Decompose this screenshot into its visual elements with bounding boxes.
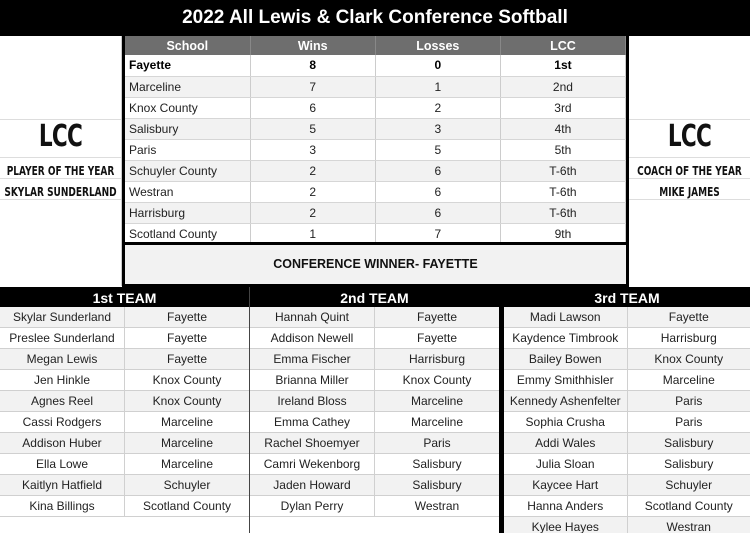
- player-school: Marceline: [160, 457, 214, 471]
- player-name: Kylee Hayes: [504, 517, 628, 533]
- school: Scotland County: [125, 223, 250, 244]
- school: Harrisburg: [125, 202, 250, 223]
- list-item: [504, 475, 750, 496]
- list-item: [504, 328, 750, 349]
- wins: 2: [250, 202, 375, 223]
- third-team-list: [502, 287, 750, 533]
- second-team-title: 2nd TEAM: [250, 287, 499, 307]
- losses: 2: [375, 97, 500, 118]
- poy-lcc-label: LCC: [38, 119, 83, 154]
- list-item: [0, 454, 249, 475]
- wins: 5: [250, 118, 375, 139]
- place: 4th: [500, 118, 625, 139]
- school: Salisbury: [125, 118, 250, 139]
- table-row: [125, 202, 626, 223]
- player-school: Fayette: [416, 331, 458, 345]
- player-school: Marceline: [662, 373, 715, 387]
- player-name: Addison Huber: [0, 433, 125, 453]
- player-name: Camri Wekenborg: [250, 454, 375, 474]
- wins: 6: [250, 97, 375, 118]
- losses: 0: [375, 55, 500, 76]
- list-item: [0, 433, 249, 454]
- wins: 7: [250, 76, 375, 97]
- place: T-6th: [500, 202, 625, 223]
- list-item: [250, 391, 499, 412]
- coy-label: COACH OF THE YEAR: [637, 163, 742, 178]
- player-school: Knox County: [654, 352, 724, 366]
- list-item: [0, 349, 249, 370]
- player-school: Salisbury: [664, 457, 714, 471]
- list-item: [504, 454, 750, 475]
- player-name: Ireland Bloss: [250, 391, 375, 411]
- place: 5th: [500, 139, 625, 160]
- school: Paris: [125, 139, 250, 160]
- list-item: [504, 517, 750, 533]
- school: Marceline: [125, 76, 250, 97]
- place: 2nd: [500, 76, 625, 97]
- player-school: Salisbury: [412, 478, 462, 492]
- list-item: [250, 433, 499, 454]
- player-name: Ella Lowe: [0, 454, 125, 474]
- player-school: Fayette: [166, 352, 208, 366]
- list-item: [0, 307, 249, 328]
- list-item: [0, 496, 249, 517]
- poy-name: SKYLAR SUNDERLAND: [4, 184, 117, 199]
- list-item: [250, 307, 499, 328]
- player-name: Jen Hinkle: [0, 370, 125, 390]
- table-row: [125, 76, 626, 97]
- standings-table: [122, 36, 629, 287]
- wins: 2: [250, 160, 375, 181]
- player-name: Emma Cathey: [250, 412, 375, 432]
- list-item: [250, 370, 499, 391]
- table-row: [125, 160, 626, 181]
- list-item: [504, 433, 750, 454]
- player-school: Paris: [675, 415, 703, 429]
- player-name: Emma Fischer: [250, 349, 375, 369]
- losses: 1: [375, 76, 500, 97]
- col-wins: Wins: [250, 36, 375, 55]
- first-team-title: 1st TEAM: [0, 287, 249, 307]
- list-item: [504, 391, 750, 412]
- player-name: Cassi Rodgers: [0, 412, 125, 432]
- player-name: Agnes Reel: [0, 391, 125, 411]
- coy-lcc-label: LCC: [667, 119, 712, 154]
- col-lcc: LCC: [500, 36, 625, 55]
- player-name: Kaitlyn Hatfield: [0, 475, 125, 495]
- table-row: [125, 55, 626, 76]
- player-school: Fayette: [166, 331, 208, 345]
- school: Knox County: [125, 97, 250, 118]
- player-school: Westran: [414, 499, 460, 513]
- wins: 3: [250, 139, 375, 160]
- wins: 2: [250, 181, 375, 202]
- school: Fayette: [125, 55, 250, 76]
- list-item: [504, 349, 750, 370]
- place: 1st: [500, 55, 625, 76]
- losses: 3: [375, 118, 500, 139]
- losses: 6: [375, 202, 500, 223]
- player-name: Kaycee Hart: [504, 475, 628, 495]
- list-item: [504, 412, 750, 433]
- table-row: [125, 223, 626, 244]
- list-item: [250, 328, 499, 349]
- player-name: Kaydence Timbrook: [504, 328, 628, 348]
- player-school: Scotland County: [644, 499, 733, 513]
- player-name: Preslee Sunderland: [0, 328, 125, 348]
- player-school: Salisbury: [664, 436, 714, 450]
- player-school: Marceline: [410, 394, 464, 408]
- player-school: Harrisburg: [408, 352, 465, 366]
- first-team-list: [0, 287, 249, 533]
- list-item: [0, 370, 249, 391]
- player-name: Hanna Anders: [504, 496, 628, 516]
- player-name: Kennedy Ashenfelter: [504, 391, 628, 411]
- player-name: Jaden Howard: [250, 475, 375, 495]
- wins: 8: [250, 55, 375, 76]
- list-item: [504, 496, 750, 517]
- list-item: [250, 412, 499, 433]
- player-school: Fayette: [416, 310, 458, 324]
- player-school: Paris: [423, 436, 451, 450]
- player-name: Kina Billings: [0, 496, 125, 516]
- table-row: [125, 181, 626, 202]
- player-name: Madi Lawson: [504, 307, 628, 327]
- player-of-year-panel: [0, 36, 122, 286]
- table-row: [125, 139, 626, 160]
- list-item: [250, 475, 499, 496]
- poy-label: PLAYER OF THE YEAR: [6, 163, 115, 178]
- player-name: Emmy Smithhisler: [504, 370, 628, 390]
- conference-winner: CONFERENCE WINNER- FAYETTE: [125, 242, 626, 284]
- player-school: Marceline: [160, 436, 214, 450]
- wins: 1: [250, 223, 375, 244]
- table-row: [125, 118, 626, 139]
- list-item: [0, 475, 249, 496]
- list-item: [250, 454, 499, 475]
- player-name: Dylan Perry: [250, 496, 375, 516]
- player-name: Bailey Bowen: [504, 349, 628, 369]
- list-item: [504, 370, 750, 391]
- losses: 6: [375, 181, 500, 202]
- player-name: Julia Sloan: [504, 454, 628, 474]
- player-school: Fayette: [166, 310, 208, 324]
- player-name: Skylar Sunderland: [0, 307, 125, 327]
- losses: 6: [375, 160, 500, 181]
- player-school: Knox County: [152, 373, 222, 387]
- player-school: Marceline: [410, 415, 464, 429]
- player-school: Knox County: [152, 394, 222, 408]
- player-name: Megan Lewis: [0, 349, 125, 369]
- coy-name: MIKE JAMES: [659, 184, 720, 199]
- player-name: Brianna Miller: [250, 370, 375, 390]
- player-school: Schuyler: [665, 478, 713, 492]
- place: T-6th: [500, 181, 625, 202]
- player-name: Hannah Quint: [250, 307, 375, 327]
- player-name: Sophia Crusha: [504, 412, 628, 432]
- place: 3rd: [500, 97, 625, 118]
- player-name: Addison Newell: [250, 328, 375, 348]
- player-school: Fayette: [668, 310, 709, 324]
- place: T-6th: [500, 160, 625, 181]
- list-item: [0, 412, 249, 433]
- player-school: Schuyler: [163, 478, 211, 492]
- player-school: Paris: [675, 394, 703, 408]
- second-team-list: [249, 287, 502, 533]
- school: Schuyler County: [125, 160, 250, 181]
- player-school: Scotland County: [142, 499, 232, 513]
- player-school: Knox County: [402, 373, 472, 387]
- school: Westran: [125, 181, 250, 202]
- col-school: School: [125, 36, 250, 55]
- third-team-title: 3rd TEAM: [504, 287, 750, 307]
- standings-header: [125, 36, 626, 55]
- losses: 5: [375, 139, 500, 160]
- player-school: Westran: [666, 520, 711, 533]
- col-losses: Losses: [375, 36, 500, 55]
- page-title: 2022 All Lewis & Clark Conference Softball: [0, 0, 750, 36]
- list-item: [250, 349, 499, 370]
- player-school: Salisbury: [412, 457, 462, 471]
- player-name: Rachel Shoemyer: [250, 433, 375, 453]
- place: 9th: [500, 223, 625, 244]
- losses: 7: [375, 223, 500, 244]
- list-item: [0, 391, 249, 412]
- list-item: [504, 307, 750, 328]
- coach-of-year-panel: [629, 36, 750, 286]
- list-item: [250, 496, 499, 517]
- list-item: [0, 328, 249, 349]
- player-school: Marceline: [160, 415, 214, 429]
- table-row: [125, 97, 626, 118]
- player-name: Addi Wales: [504, 433, 628, 453]
- player-school: Harrisburg: [660, 331, 717, 345]
